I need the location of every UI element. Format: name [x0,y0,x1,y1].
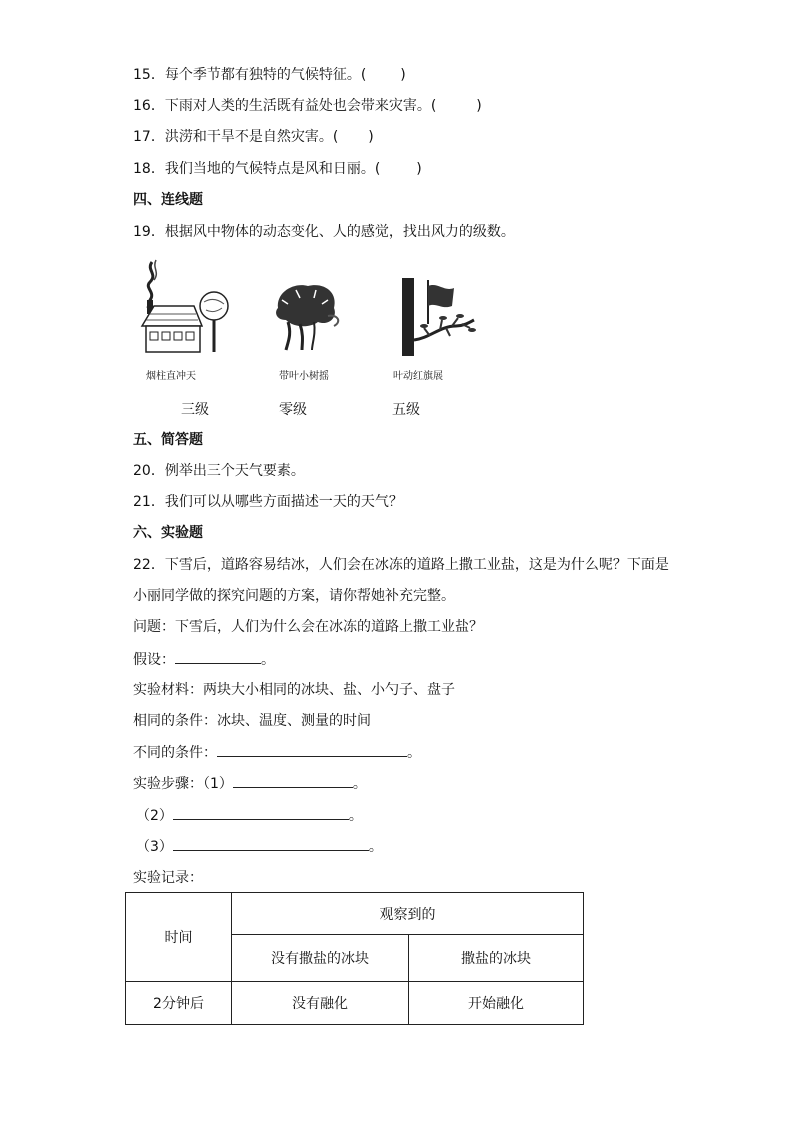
question-19 [133,222,515,242]
house-smoke-icon [138,258,230,356]
question-number: 17． [133,129,165,145]
wind-level-2: 零级 [279,402,307,418]
q22-step-1 [133,773,367,794]
section-6-heading: 六、实验题 [133,525,203,541]
experiment-record-table [125,892,584,1025]
time-header: 时间 [126,893,232,982]
q22-different-conditions [133,742,421,763]
question-text: 下雨对人类的生活既有益处也会带来灾害。( [164,98,437,114]
diff-blank[interactable] [217,742,407,757]
question-number: 22． [133,557,165,573]
question-16 [133,96,482,116]
section-5-heading: 五、简答题 [133,432,203,448]
picture-caption-2: 带叶小树摇 [279,371,329,382]
period: 。 [348,808,363,824]
question-number: 20． [133,463,165,479]
question-number: 21． [133,494,165,510]
question-text: 例举出三个天气要素。 [164,463,305,479]
q22-step-3 [136,836,383,857]
question-17 [133,127,374,147]
question-20 [133,461,305,481]
hypothesis-blank[interactable] [175,649,261,664]
question-21 [133,492,403,512]
period: 。 [407,745,421,761]
period: 。 [368,839,383,855]
q22-materials: 实验材料：两块大小相同的冰块、盐、小勺子、盘子 [133,682,455,698]
step3-label: （3） [136,839,173,855]
table-row [126,982,584,1025]
question-number: 16． [133,98,165,114]
step3-blank[interactable] [173,836,369,851]
question-15 [133,65,406,85]
period: 。 [261,652,275,668]
wind-level-1: 三级 [181,402,209,418]
row-time-cell: 2分钟后 [126,982,232,1025]
close-paren: ) [416,161,422,177]
section-4-heading: 四、连线题 [133,192,203,208]
step2-blank[interactable] [173,805,349,820]
wind-level-3: 五级 [392,402,420,418]
question-text: 下雪后，道路容易结冰，人们会在冰冻的道路上撒工业盐，这是为什么呢？下面是 [164,557,669,573]
q22-step-2 [136,805,363,826]
question-text: 我们当地的气候特点是风和日丽。( [164,161,381,177]
record-label: 实验记录： [133,870,203,886]
q22-hypothesis [133,649,275,670]
q22-same-conditions: 相同的条件：冰块、温度、测量的时间 [133,713,371,729]
q22-question: 问题：下雪后，人们为什么会在冰冻的道路上撒工业盐？ [133,619,483,635]
question-22-line2: 小丽同学做的探究问题的方案，请你帮她补充完整。 [133,588,455,604]
steps-label: 实验步骤：（1） [133,776,233,792]
swaying-trees-icon [272,278,342,352]
salt-result-cell: 开始融化 [409,982,584,1025]
close-paren: ) [476,98,482,114]
step2-label: （2） [136,808,173,824]
question-number: 15． [133,67,165,83]
question-text: 根据风中物体的动态变化、人的感觉，找出风力的级数。 [164,224,515,240]
flag-pole-icon [400,276,480,358]
period: 。 [352,776,367,792]
close-paren: ) [368,129,374,145]
question-22-line1 [133,555,669,575]
question-18 [133,159,422,179]
observed-header: 观察到的 [232,893,584,935]
picture-caption-3: 叶动红旗展 [393,371,443,382]
step1-blank[interactable] [233,773,353,788]
close-paren: ) [400,67,406,83]
question-text: 每个季节都有独特的气候特征。( [164,67,367,83]
col-salt-header: 撒盐的冰块 [409,935,584,982]
col-no-salt-header: 没有撒盐的冰块 [232,935,409,982]
picture-caption-1: 烟柱直冲天 [146,371,196,382]
question-text: 我们可以从哪些方面描述一天的天气？ [164,494,403,510]
question-number: 19． [133,224,165,240]
no-salt-result-cell: 没有融化 [232,982,409,1025]
question-text: 洪涝和干旱不是自然灾害。( [164,129,339,145]
question-number: 18． [133,161,165,177]
hypothesis-label: 假设： [133,652,175,668]
diff-label: 不同的条件： [133,745,217,761]
